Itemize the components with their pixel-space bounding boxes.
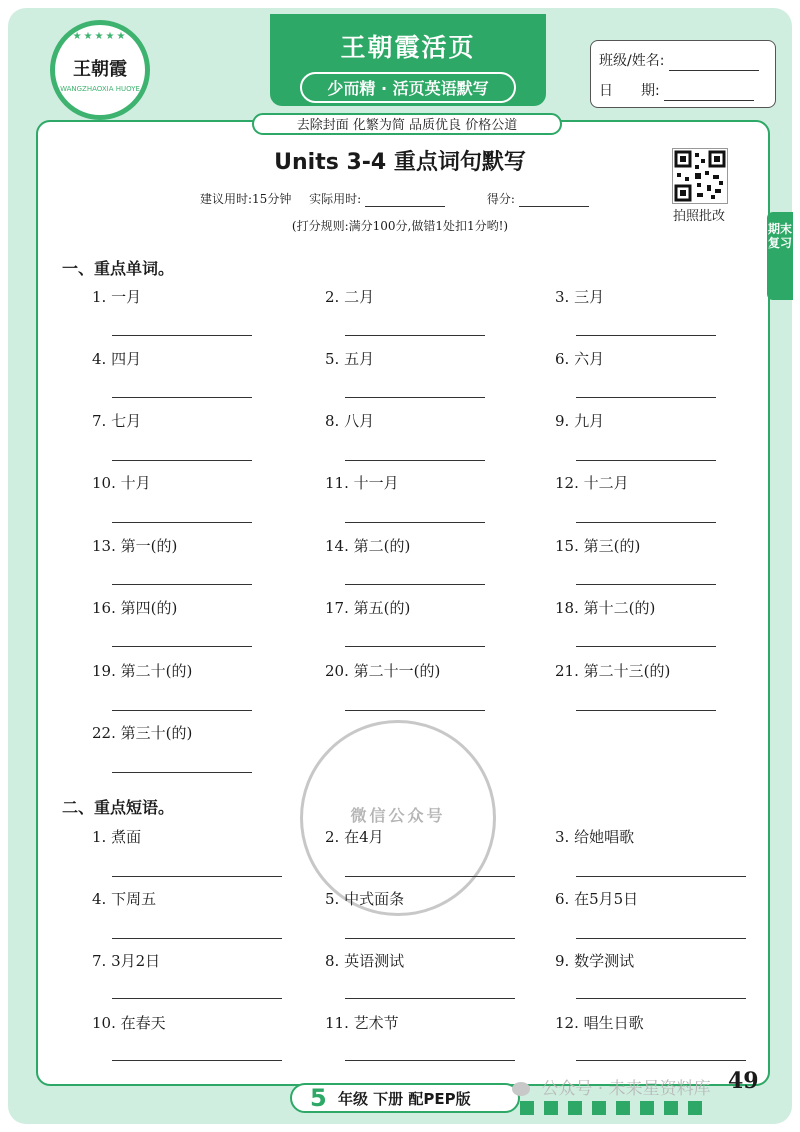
vocab-item: 9. 九月 [555, 412, 605, 430]
decorative-bars [520, 1100, 712, 1119]
phrase-item: 10. 在春天 [92, 1014, 166, 1032]
answer-line[interactable] [112, 938, 282, 939]
vocab-item: 22. 第三十(的) [92, 724, 193, 742]
logo-text: 王朝霞 [73, 59, 127, 80]
answer-line[interactable] [112, 772, 252, 773]
actual-time-field[interactable] [365, 194, 445, 207]
grade-label: 年级 下册 配PEP版 [337, 1090, 471, 1108]
bar-mark [520, 1101, 534, 1115]
vocab-item: 8. 八月 [325, 412, 375, 430]
phrase-item: 3. 给她唱歌 [555, 828, 635, 846]
answer-line[interactable] [345, 710, 485, 711]
bar-mark [640, 1101, 654, 1115]
vocab-item: 20. 第二十一(的) [325, 662, 441, 680]
answer-line[interactable] [576, 1060, 746, 1061]
bar-mark [616, 1101, 630, 1115]
answer-line[interactable] [345, 938, 515, 939]
suggested-time: 建议用时:15分钟 [200, 192, 292, 206]
vocab-item: 12. 十二月 [555, 474, 629, 492]
bar-mark [592, 1101, 606, 1115]
account-watermark [512, 1074, 711, 1099]
vocab-item: 15. 第三(的) [555, 537, 641, 555]
phrase-item: 2. 在4月 [325, 828, 384, 846]
class-name-label: 班级/姓名: [599, 53, 665, 69]
phrase-item: 8. 英语测试 [325, 952, 405, 970]
qr-label: 拍照批改 [672, 209, 725, 224]
date-label: 日 期: [599, 83, 660, 99]
vocab-item: 5. 五月 [325, 350, 375, 368]
vocab-item: 18. 第十二(的) [555, 599, 656, 617]
score-field[interactable] [519, 194, 589, 207]
phrase-item: 12. 唱生日歌 [555, 1014, 644, 1032]
answer-line[interactable] [345, 335, 485, 336]
side-tab-final-review: 期末复习 [767, 212, 793, 300]
phrase-item: 1. 煮面 [92, 828, 142, 846]
vocab-item: 7. 七月 [92, 412, 142, 430]
answer-line[interactable] [576, 460, 716, 461]
answer-line[interactable] [345, 876, 515, 877]
answer-line[interactable] [112, 460, 252, 461]
phrase-item: 6. 在5月5日 [555, 890, 639, 908]
class-name-field[interactable] [669, 54, 759, 71]
answer-line[interactable] [112, 876, 282, 877]
answer-line[interactable] [345, 646, 485, 647]
brand-banner [270, 14, 546, 106]
grade-footer [290, 1083, 520, 1113]
bar-mark [544, 1101, 558, 1115]
vocab-item: 3. 三月 [555, 288, 605, 306]
answer-line[interactable] [576, 522, 716, 523]
answer-line[interactable] [345, 998, 515, 999]
scoring-rules: (打分规则:满分100分,做错1处扣1分哟!) [291, 219, 509, 233]
vocab-item: 19. 第二十(的) [92, 662, 193, 680]
slogan: 去除封面 化繁为简 品质优良 价格公道 [252, 113, 562, 135]
date-row [599, 81, 754, 101]
stars-icon: ★★★★★ [72, 31, 128, 42]
vocab-item: 1. 一月 [92, 288, 142, 306]
answer-line[interactable] [112, 998, 282, 999]
vocab-item: 21. 第二十三(的) [555, 662, 671, 680]
watermark-text: 公众号 · 未来星资料库 [541, 1079, 711, 1099]
page-title: Units 3-4 重点词句默写 [274, 150, 526, 175]
vocab-item: 14. 第二(的) [325, 537, 411, 555]
answer-line[interactable] [112, 397, 252, 398]
answer-line[interactable] [112, 335, 252, 336]
answer-line[interactable] [576, 998, 746, 999]
wechat-icon [512, 1082, 530, 1096]
vocab-item: 6. 六月 [555, 350, 605, 368]
answer-line[interactable] [112, 584, 252, 585]
phrase-item: 9. 数学测试 [555, 952, 635, 970]
vocab-item: 4. 四月 [92, 350, 142, 368]
section-phrases-heading: 二、重点短语。 [62, 798, 175, 817]
answer-line[interactable] [112, 1060, 282, 1061]
answer-line[interactable] [576, 335, 716, 336]
answer-line[interactable] [112, 522, 252, 523]
answer-line[interactable] [112, 646, 252, 647]
grade-number: 5 [310, 1084, 327, 1112]
phrase-item: 5. 中式面条 [325, 890, 405, 908]
vocab-item: 2. 二月 [325, 288, 375, 306]
date-field[interactable] [664, 84, 754, 101]
phrase-item: 11. 艺术节 [325, 1014, 399, 1032]
watermark-stamp [300, 720, 496, 916]
vocab-item: 13. 第一(的) [92, 537, 178, 555]
answer-line[interactable] [576, 646, 716, 647]
answer-line[interactable] [345, 460, 485, 461]
phrase-item: 4. 下周五 [92, 890, 157, 908]
answer-line[interactable] [576, 876, 746, 877]
score-label: 得分: [486, 192, 515, 206]
vocab-item: 16. 第四(的) [92, 599, 178, 617]
vocab-item: 11. 十一月 [325, 474, 399, 492]
class-name-row [599, 51, 759, 71]
answer-line[interactable] [345, 522, 485, 523]
vocab-item: 17. 第五(的) [325, 599, 411, 617]
logo-sub: WANGZHAOXIA HUOYE [60, 85, 140, 93]
phrase-item: 7. 3月2日 [92, 952, 161, 970]
answer-line[interactable] [112, 710, 252, 711]
answer-line[interactable] [345, 397, 485, 398]
bar-mark [688, 1101, 702, 1115]
actual-time-label: 实际用时: [309, 192, 362, 206]
vocab-item: 10. 十月 [92, 474, 151, 492]
page-number: 49 [728, 1068, 759, 1094]
answer-line[interactable] [576, 710, 716, 711]
bar-mark [568, 1101, 582, 1115]
answer-line[interactable] [576, 938, 746, 939]
student-info-box [590, 40, 776, 108]
timing-row [200, 190, 589, 207]
brand-logo [50, 20, 150, 120]
answer-line[interactable] [345, 1060, 515, 1061]
qr-code-icon[interactable] [672, 148, 728, 204]
stamp-text: 微信公众号 [350, 806, 446, 825]
answer-line[interactable] [345, 584, 485, 585]
bar-mark [664, 1101, 678, 1115]
banner-subtitle: 少而精 · 活页英语默写 [300, 72, 516, 103]
section-vocabulary-heading: 一、重点单词。 [62, 259, 175, 278]
answer-line[interactable] [576, 584, 716, 585]
answer-line[interactable] [576, 397, 716, 398]
banner-title: 王朝霞活页 [340, 33, 476, 62]
